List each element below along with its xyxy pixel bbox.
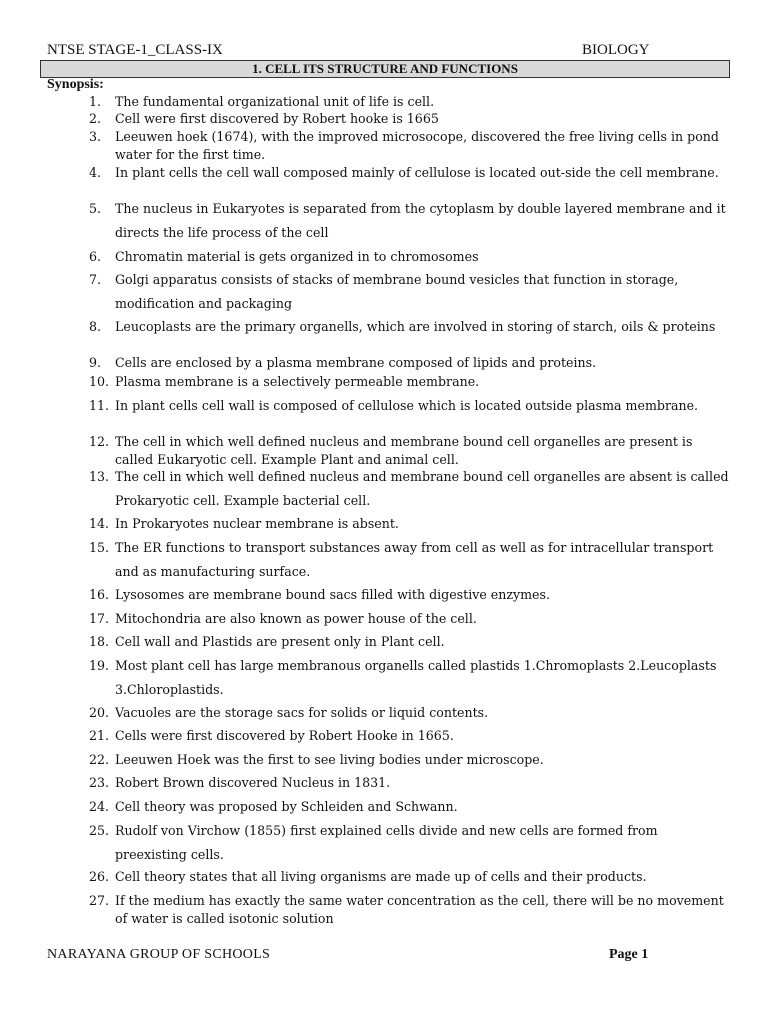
item-text: The fundamental organizational unit of life is cell. bbox=[115, 94, 435, 109]
list-item bbox=[89, 819, 729, 866]
list-item bbox=[89, 164, 729, 182]
item-text: Leeuwen hoek (1674), with the improved microsocope, discovered the free living cells in pond water for the first time. bbox=[115, 129, 719, 162]
item-text: Mitochondria are also known as power house of the cell. bbox=[115, 611, 477, 626]
list-item bbox=[89, 433, 729, 468]
chapter-title: 1. CELL ITS STRUCTURE AND FUNCTIONS bbox=[40, 60, 730, 78]
item-number: 18. bbox=[89, 634, 110, 649]
synopsis-label: Synopsis: bbox=[47, 77, 104, 92]
list-item bbox=[89, 536, 729, 583]
list-item bbox=[89, 868, 729, 886]
item-number: 9. bbox=[89, 355, 102, 370]
item-text: Chromatin material is gets organized in to chromosomes bbox=[115, 249, 479, 264]
item-text: If the medium has exactly the same water concentration as the cell, there will be no movement of water is called isotonic solution bbox=[115, 893, 724, 926]
item-number: 3. bbox=[89, 129, 102, 144]
list-item bbox=[89, 751, 729, 769]
list-item bbox=[89, 515, 729, 533]
item-text: Cell theory states that all living organisms are made up of cells and their products. bbox=[115, 869, 647, 884]
list-item bbox=[89, 397, 729, 415]
list-item bbox=[89, 774, 729, 792]
item-number: 17. bbox=[89, 611, 110, 626]
item-number: 8. bbox=[89, 319, 102, 334]
item-text: In plant cells cell wall is composed of cellulose which is located outside plasma membrane. bbox=[115, 398, 699, 413]
item-number: 20. bbox=[89, 705, 110, 720]
item-number: 26. bbox=[89, 869, 110, 884]
item-number: 21. bbox=[89, 728, 110, 743]
item-text: Robert Brown discovered Nucleus in 1831. bbox=[115, 775, 391, 790]
item-number: 12. bbox=[89, 434, 110, 449]
item-text: Cells were first discovered by Robert Hooke in 1665. bbox=[115, 728, 454, 743]
item-number: 19. bbox=[89, 658, 110, 673]
list-item bbox=[89, 268, 729, 315]
item-number: 7. bbox=[89, 272, 102, 287]
list-item bbox=[89, 704, 729, 722]
item-text: The ER functions to transport substances away from cell as well as for intracellular transport and as manufacturing surface. bbox=[115, 540, 714, 579]
item-number: 13. bbox=[89, 469, 110, 484]
header-course: NTSE STAGE-1_CLASS-IX bbox=[47, 42, 223, 58]
list-item bbox=[89, 465, 729, 512]
item-number: 27. bbox=[89, 893, 110, 908]
item-text: Cell theory was proposed by Schleiden and Schwann. bbox=[115, 799, 458, 814]
item-text: Cell were first discovered by Robert hooke is 1665 bbox=[115, 111, 439, 126]
item-number: 15. bbox=[89, 540, 110, 555]
item-number: 5. bbox=[89, 201, 102, 216]
item-number: 16. bbox=[89, 587, 110, 602]
list-item bbox=[89, 654, 729, 701]
page-number: Page 1 bbox=[609, 947, 649, 962]
list-item bbox=[89, 354, 729, 372]
item-number: 23. bbox=[89, 775, 110, 790]
item-text: Golgi apparatus consists of stacks of membrane bound vesicles that function in storage, modification and packaging bbox=[115, 272, 679, 311]
item-text: The cell in which well defined nucleus and membrane bound cell organelles are absent is called Prokaryotic cell. Example bacterial cell. bbox=[115, 469, 729, 508]
item-text: In plant cells the cell wall composed mainly of cellulose is located out-side the cell membrane. bbox=[115, 165, 719, 180]
item-number: 10. bbox=[89, 374, 110, 389]
list-item bbox=[89, 610, 729, 628]
item-text: Leucoplasts are the primary organells, which are involved in storing of starch, oils & proteins bbox=[115, 319, 716, 334]
list-item bbox=[89, 727, 729, 745]
item-text: Lysosomes are membrane bound sacs filled with digestive enzymes. bbox=[115, 587, 550, 602]
item-text: Vacuoles are the storage sacs for solids or liquid contents. bbox=[115, 705, 489, 720]
item-text: Rudolf von Virchow (1855) first explained cells divide and new cells are formed from preexisting cells. bbox=[115, 823, 658, 862]
list-item bbox=[89, 318, 729, 336]
list-item bbox=[89, 892, 729, 927]
item-text: The cell in which well defined nucleus and membrane bound cell organelles are present is called Eukaryotic cell. Example Plant and animal cell. bbox=[115, 434, 693, 467]
list-item bbox=[89, 248, 729, 266]
item-text: Cell wall and Plastids are present only in Plant cell. bbox=[115, 634, 445, 649]
item-text: Leeuwen Hoek was the first to see living bodies under microscope. bbox=[115, 752, 544, 767]
item-number: 22. bbox=[89, 752, 110, 767]
list-item bbox=[89, 93, 729, 111]
item-text: Plasma membrane is a selectively permeable membrane. bbox=[115, 374, 480, 389]
item-text: Most plant cell has large membranous organells called plastids 1.Chromoplasts 2.Leucoplasts 3.Chloroplastids. bbox=[115, 658, 717, 697]
header-subject: BIOLOGY bbox=[582, 42, 650, 58]
list-item bbox=[89, 128, 729, 163]
item-number: 2. bbox=[89, 111, 102, 126]
item-number: 4. bbox=[89, 165, 102, 180]
item-text: The nucleus in Eukaryotes is separated from the cytoplasm by double layered membrane and it directs the life process of the cell bbox=[115, 201, 726, 240]
item-number: 14. bbox=[89, 516, 110, 531]
list-item bbox=[89, 110, 729, 128]
item-number: 11. bbox=[89, 398, 110, 413]
item-number: 25. bbox=[89, 823, 110, 838]
list-item bbox=[89, 633, 729, 651]
list-item bbox=[89, 197, 729, 244]
list-item bbox=[89, 586, 729, 604]
list-item bbox=[89, 373, 729, 391]
item-text: In Prokaryotes nuclear membrane is absent. bbox=[115, 516, 399, 531]
item-number: 6. bbox=[89, 249, 102, 264]
footer-publisher: NARAYANA GROUP OF SCHOOLS bbox=[47, 947, 271, 962]
list-item bbox=[89, 798, 729, 816]
item-number: 1. bbox=[89, 94, 102, 109]
item-text: Cells are enclosed by a plasma membrane composed of lipids and proteins. bbox=[115, 355, 597, 370]
item-number: 24. bbox=[89, 799, 110, 814]
